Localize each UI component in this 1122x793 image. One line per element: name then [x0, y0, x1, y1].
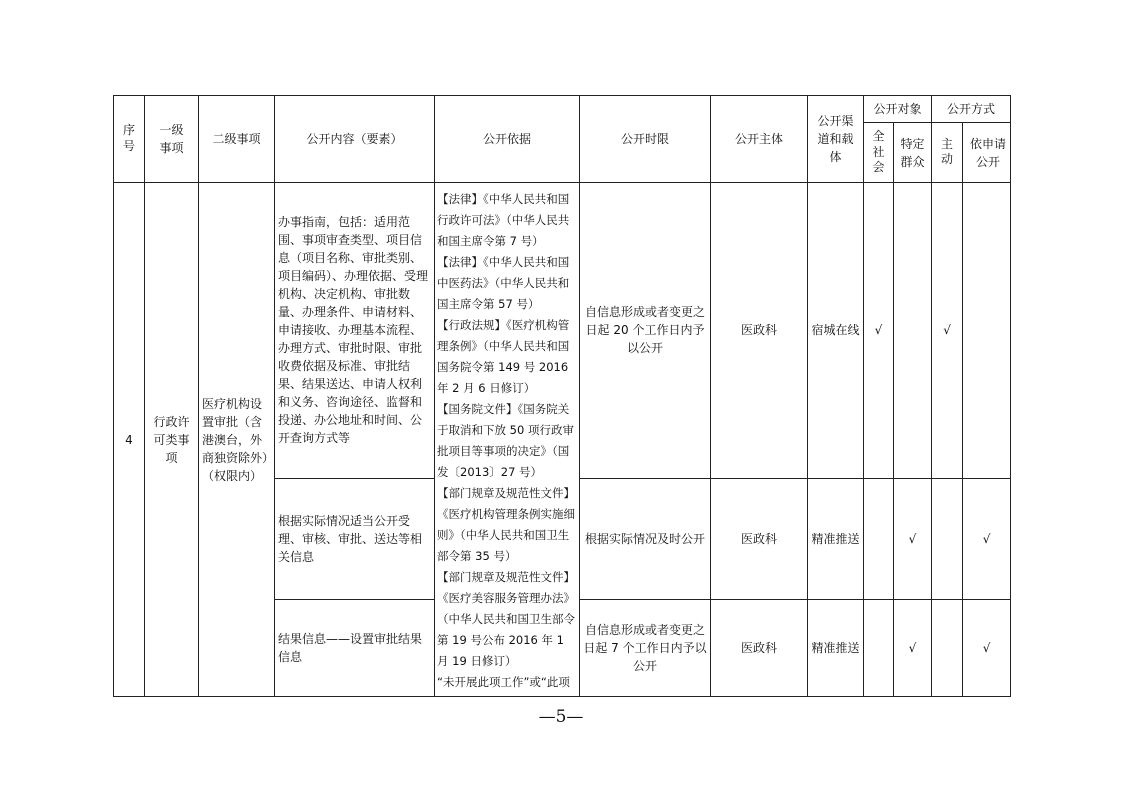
header-content: 公开内容（要素）	[275, 96, 435, 183]
header-target-group: 公开对象	[864, 96, 932, 123]
header-basis: 公开依据	[435, 96, 580, 183]
header-mode-active: 主动	[932, 123, 963, 183]
subject-cell: 医政科	[711, 183, 808, 478]
header-target-all: 全社会	[864, 123, 894, 183]
target-all-cell: √	[864, 183, 894, 478]
target-specific-cell	[894, 183, 932, 478]
mode-request-cell	[963, 183, 1011, 478]
header-row-1	[114, 96, 1011, 123]
subject-cell: 医政科	[711, 599, 808, 696]
mode-active-cell	[932, 478, 963, 599]
row-seq: 4	[114, 183, 145, 697]
basis-item: 【行政法规】《医疗机构管理条例》（中华人民共和国国务院令第 149 号 2016 年 2 月 6 日修订）	[437, 318, 570, 396]
basis-item: 【法律】《中华人民共和国行政许可法》（中华人民共和国主席令第 7 号）	[437, 192, 570, 249]
basis-item: 【国务院文件】《国务院关于取消和下放 50 项行政审批项目等事项的决定》（国发〔2013〕27 号）	[437, 402, 574, 480]
mode-active-cell	[932, 599, 963, 696]
content-cell: 结果信息——设置审批结果信息	[275, 599, 435, 696]
content-cell: 根据实际情况适当公开受理、审核、审批、送达等相关信息	[275, 478, 435, 599]
header-target-specific: 特定群众	[894, 123, 932, 183]
basis-item: 【部门规章及规范性文件】《医疗机构管理条例实施细则》（中华人民共和国卫生部令第 35 号）	[437, 486, 575, 564]
header-channel: 公开渠道和载体	[808, 96, 864, 183]
target-all-cell	[864, 478, 894, 599]
channel-cell: 精准推送	[808, 599, 864, 696]
subject-cell: 医政科	[711, 478, 808, 599]
content-cell: 办事指南，包括：适用范围、事项审查类型、项目信息（项目名称、审批类别、项目编码）、办理依据、受理机构、决定机构、审批数量、办理条件、申请材料、申请接收、办理基本流程、办理方式、审批时限、审批收费依据及标准、审批结果、结果送达、申请人权利和义务、咨询途径、监督和投递、办公地址和时间、公开查询方式等	[275, 183, 435, 478]
timelimit-cell: 自信息形成或者变更之日起 20 个工作日内予以公开	[580, 183, 711, 478]
basis-item: 【法律】《中华人民共和国中医药法》（中华人民共和国主席令第 57 号）	[437, 255, 570, 312]
header-subject: 公开主体	[711, 96, 808, 183]
header-mode-request: 依申请公开	[963, 123, 1011, 183]
target-all-cell	[864, 599, 894, 696]
target-specific-cell: √	[894, 599, 932, 696]
basis-item: 【部门规章及规范性文件】《医疗美容服务管理办法》（中华人民共和国卫生部令第 19 号公布 2016 年 1 月 19 日修订）	[437, 570, 575, 669]
row-level2: 医疗机构设置审批（含港澳台，外商独资除外）（权限内）	[199, 183, 275, 697]
timelimit-cell: 根据实际情况及时公开	[580, 478, 711, 599]
disclosure-table	[113, 95, 1011, 697]
channel-cell: 宿城在线	[808, 183, 864, 478]
header-level1: 一级事项	[145, 96, 199, 183]
basis-cell	[435, 183, 580, 697]
page-number: —5—	[538, 707, 584, 727]
timelimit-cell: 自信息形成或者变更之日起 7 个工作日内予以公开	[580, 599, 711, 696]
mode-active-cell: √	[932, 183, 963, 478]
table-row	[114, 183, 1011, 478]
basis-list	[437, 189, 577, 696]
mode-request-cell: √	[963, 599, 1011, 696]
header-level2: 二级事项	[199, 96, 275, 183]
header-timelimit: 公开时限	[580, 96, 711, 183]
basis-item: “未开展此项工作”或“此项	[437, 675, 570, 690]
channel-cell: 精准推送	[808, 478, 864, 599]
target-specific-cell: √	[894, 478, 932, 599]
header-seq: 序号	[114, 96, 145, 183]
mode-request-cell: √	[963, 478, 1011, 599]
row-level1: 行政许可类事项	[145, 183, 199, 697]
header-mode-group: 公开方式	[932, 96, 1011, 123]
